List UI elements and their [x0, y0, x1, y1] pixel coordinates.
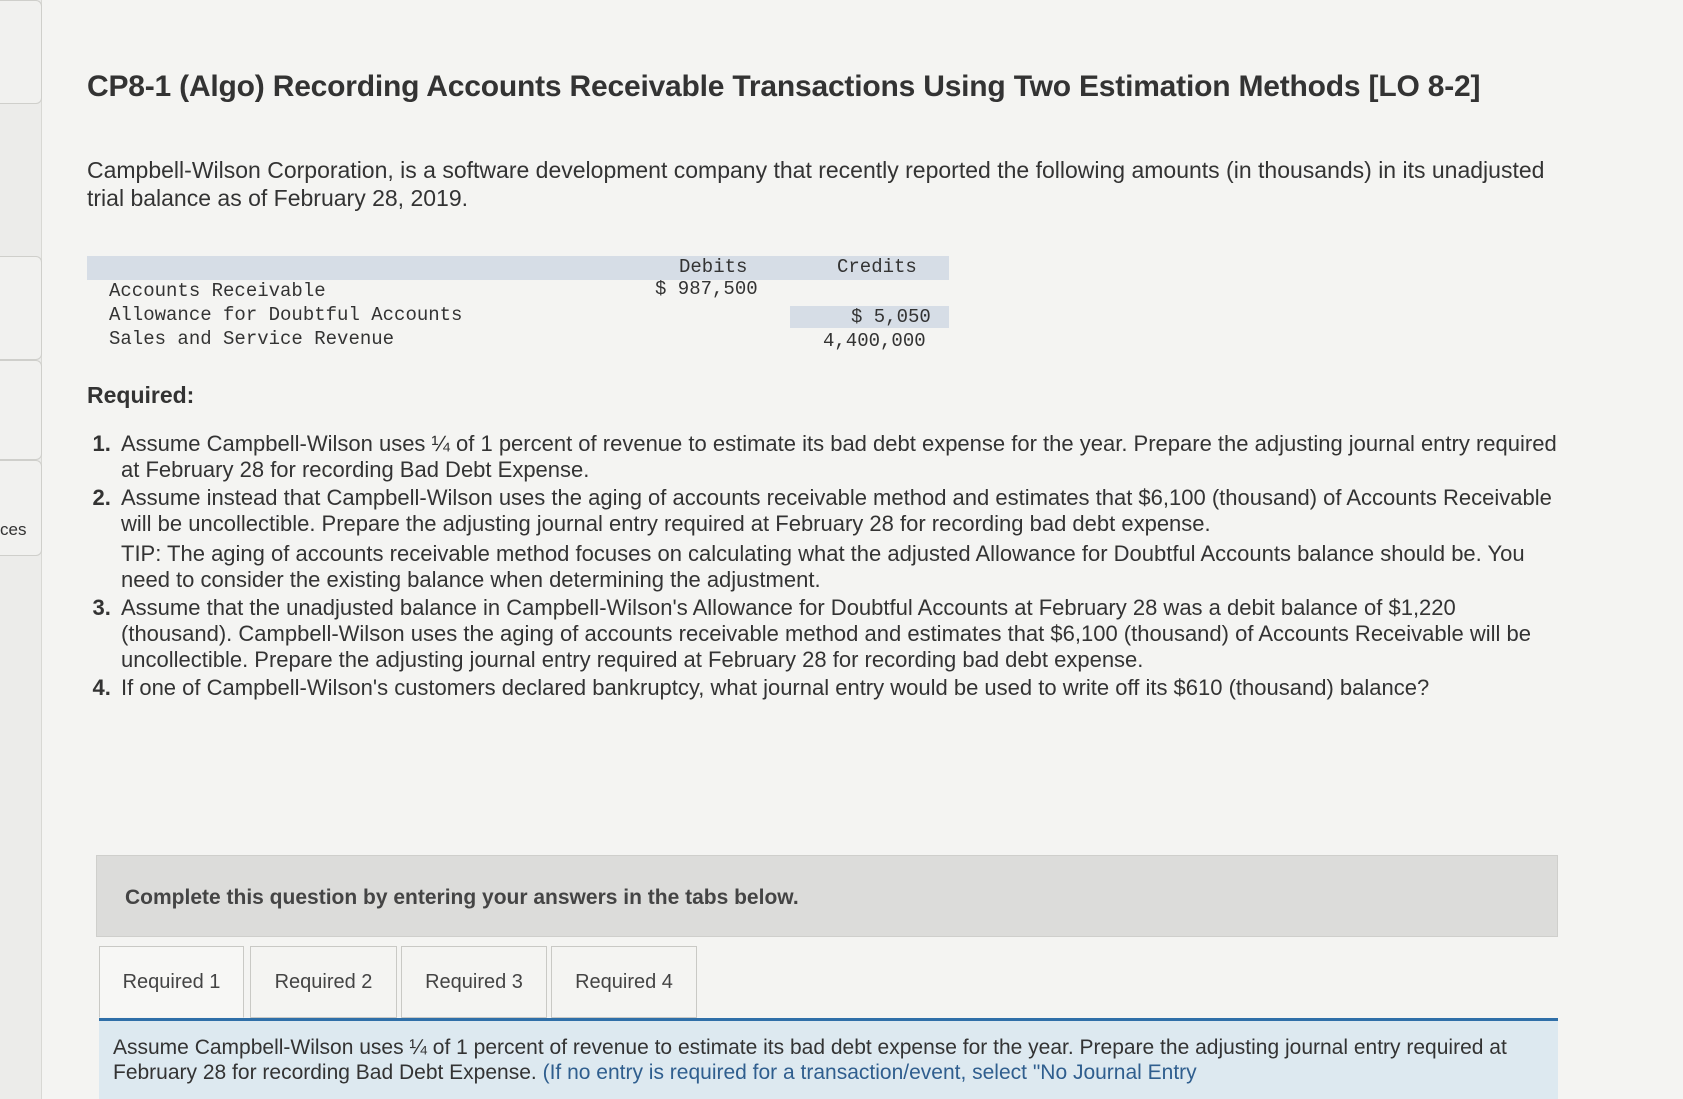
table-row-credit: $ 5,050: [851, 306, 931, 328]
question-title: CP8-1 (Algo) Recording Accounts Receivable Transactions Using Two Estimation Methods [LO 8-2]: [87, 70, 1481, 103]
rail-item[interactable]: [0, 256, 42, 360]
tab-required-3[interactable]: Required 3: [401, 946, 547, 1018]
header-credits: Credits: [837, 256, 917, 278]
list-item: 2. Assume instead that Campbell-Wilson uses the aging of accounts receivable method and estimates that $6,100 (thousand) of Accounts Receivable will be uncollectible. Prepare the adjusting journal entry required at February 28 for recording bad debt expense. TIP: The aging of accounts receivable method focuses on calculating what the adjusted Allowance for Doubtful Accounts balance should be. You need to consider the existing balance when determining the adjustment.: [117, 485, 1557, 593]
requirements-list: [87, 431, 1557, 701]
rail-label: ces: [0, 520, 27, 539]
rail-item[interactable]: [0, 360, 42, 460]
answer-instructions: Assume Campbell-Wilson uses ¼ of 1 percent of revenue to estimate its bad debt expense for the year. Prepare the adjusting journal entry required at February 28 for recording Bad Debt Expense. (If no entry is required for a transaction/event, select "No Journal Entry: [113, 1036, 1507, 1084]
left-rail: [0, 0, 42, 1099]
trial-balance-table: [87, 256, 949, 356]
rail-item[interactable]: [0, 0, 42, 104]
table-row-debit: $ 987,500: [655, 278, 758, 300]
answer-panel: [99, 1021, 1558, 1099]
tab-required-4[interactable]: Required 4: [551, 946, 697, 1018]
answer-note: (If no entry is required for a transaction/event, select "No Journal Entry: [542, 1061, 1197, 1084]
required-heading: Required:: [87, 382, 195, 408]
rail-item[interactable]: [0, 460, 42, 556]
list-item: 4. If one of Campbell-Wilson's customers declared bankruptcy, what journal entry would be used to write off its $610 (thousand) balance?: [117, 675, 1557, 701]
tab-required-1[interactable]: Required 1: [99, 946, 244, 1018]
instructions-panel: [96, 855, 1558, 937]
header-debits: Debits: [679, 256, 748, 278]
table-row-credit: 4,400,000: [823, 330, 926, 352]
question-content: [87, 70, 1567, 703]
table-row-account: Sales and Service Revenue: [109, 328, 395, 350]
tip-text: TIP: The aging of accounts receivable method focuses on calculating what the adjusted Allowance for Doubtful Accounts balance should be. You need to consider the existing balance when determining the adjustment.: [121, 541, 1525, 592]
panel-text: Complete this question by entering your answers in the tabs below.: [125, 886, 799, 909]
table-row-account: Accounts Receivable: [109, 280, 326, 302]
table-row-account: Allowance for Doubtful Accounts: [109, 304, 463, 326]
question-intro: Campbell-Wilson Corporation, is a software development company that recently reported the following amounts (in thousands) in its unadjusted trial balance as of February 28, 2019.: [87, 157, 1545, 211]
tab-required-2[interactable]: Required 2: [250, 946, 397, 1018]
list-item: 1. Assume Campbell-Wilson uses ¼ of 1 percent of revenue to estimate its bad debt expense for the year. Prepare the adjusting journal entry required at February 28 for recording Bad Debt Expense.: [117, 431, 1557, 483]
list-item: 3. Assume that the unadjusted balance in Campbell-Wilson's Allowance for Doubtful Accounts at February 28 was a debit balance of $1,220 (thousand). Campbell-Wilson uses the aging of accounts receivable method and estimates that $6,100 (thousand) of Accounts Receivable will be uncollectible. Prepare the adjusting journal entry required at February 28 for recording bad debt expense.: [117, 595, 1557, 673]
